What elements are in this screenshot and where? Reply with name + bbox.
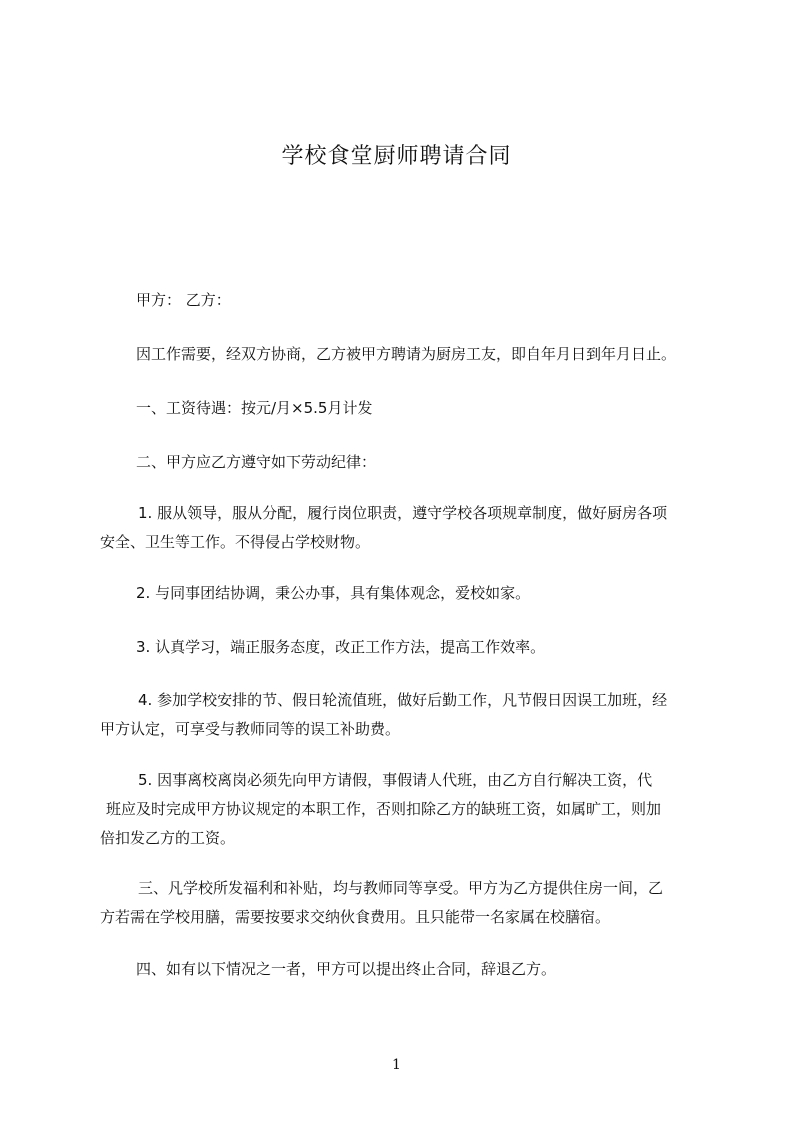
paragraph-line: 三、凡学校所发福利和补贴，均与教师同等享受。甲方为乙方提供住房一间，乙 xyxy=(138,879,664,897)
paragraph-line: 3. 认真学习，端正服务态度，改正工作方法，提高工作效率。 xyxy=(136,638,546,656)
paragraph-intro xyxy=(100,340,710,369)
paragraph-line: 1. 服从领导，服从分配，履行岗位职责，遵守学校各项规章制度，做好厨房各项 xyxy=(138,504,668,522)
paragraph-line: 一、工资待遇：按元/月×5.5月计发 xyxy=(136,399,373,417)
paragraph-item-1 xyxy=(100,499,710,557)
paragraph-parties xyxy=(100,286,710,315)
paragraph-line: 二、甲方应乙方遵守如下劳动纪律： xyxy=(136,453,377,471)
paragraph-line: 安全、卫生等工作。不得侵占学校财物。 xyxy=(100,533,371,551)
document-title: 学校食堂厨师聘请合同 xyxy=(281,144,512,169)
paragraph-line: 班应及时完成甲方协议规定的本职工作，否则扣除乙方的缺班工资，如属旷工，则加 xyxy=(106,800,662,818)
paragraph-item-4 xyxy=(100,686,710,744)
paragraph-line: 因工作需要，经双方协商，乙方被甲方聘请为厨房工友，即自年月日到年月日止。 xyxy=(136,345,677,363)
paragraph-line: 甲方认定，可享受与教师同等的误工补助费。 xyxy=(100,720,401,738)
paragraph-salary xyxy=(100,394,710,423)
paragraph-item-5 xyxy=(100,766,710,853)
paragraph-line: 甲方： 乙方： xyxy=(136,291,231,309)
paragraph-item-2 xyxy=(100,579,710,608)
paragraph-benefits xyxy=(100,874,710,932)
paragraph-item-3 xyxy=(100,633,710,662)
paragraph-discipline-heading xyxy=(100,448,710,477)
paragraph-termination xyxy=(100,955,710,984)
paragraph-line: 5. 因事离校离岗必须先向甲方请假，事假请人代班，由乙方自行解决工资，代 xyxy=(138,771,653,789)
page-number: 1 xyxy=(392,1057,401,1073)
paragraph-line: 4. 参加学校安排的节、假日轮流值班，做好后勤工作，凡节假日因误工加班，经 xyxy=(138,691,668,709)
paragraph-line: 2. 与同事团结协调，秉公办事，具有集体观念，爱校如家。 xyxy=(136,584,531,602)
paragraph-line: 倍扣发乙方的工资。 xyxy=(100,829,236,847)
paragraph-line: 方若需在学校用膳，需要按要求交纳伙食费用。且只能带一名家属在校膳宿。 xyxy=(100,908,611,926)
paragraph-line: 四、如有以下情况之一者，甲方可以提出终止合同，辞退乙方。 xyxy=(136,960,557,978)
